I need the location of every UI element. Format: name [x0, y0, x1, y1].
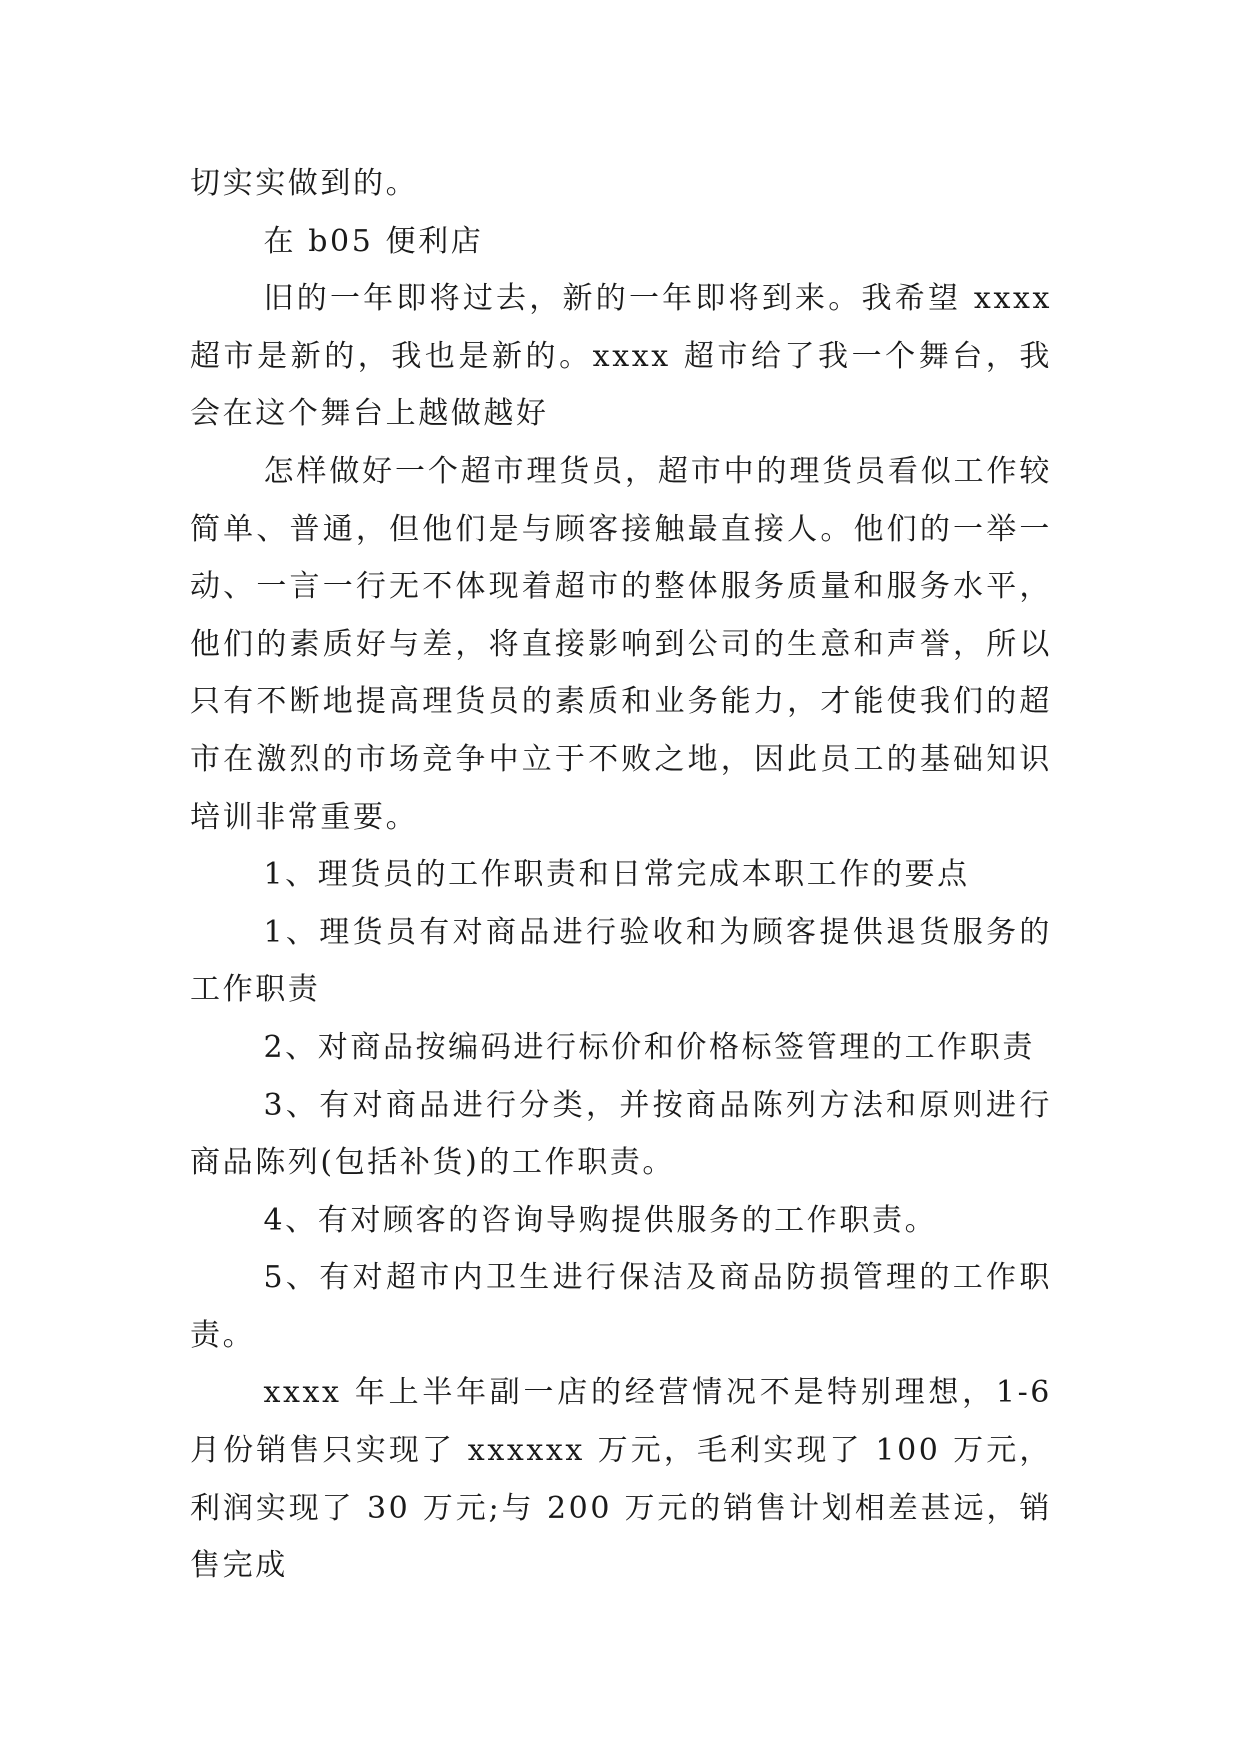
paragraph-store-name: 在 b05 便利店 [263, 223, 484, 259]
paragraph-duty-2: 2、对商品按编码进行标价和价格标签管理的工作职责 [263, 1029, 1035, 1065]
paragraph-duty-5: 5、有对超市内卫生进行保洁及商品防损管理的工作职责。 [190, 1260, 1052, 1353]
paragraph-duty-3: 3、有对商品进行分类，并按商品陈列方法和原则进行商品陈列(包括补货)的工作职责。 [190, 1087, 1052, 1181]
document-body [190, 155, 1052, 1595]
paragraph-continuation: 切实实做到的。 [190, 166, 419, 201]
paragraph-duty-4: 4、有对顾客的咨询导购提供服务的工作职责。 [263, 1202, 938, 1238]
paragraph-section-heading: 1、理货员的工作职责和日常完成本职工作的要点 [263, 857, 970, 893]
paragraph-sales-report: xxxx 年上半年副一店的经营情况不是特别理想，1-6 月份销售只实现了 xxxxxx 万元，毛利实现了 100 万元，利润实现了 30 万元;与 200 万元的销售计划相差甚远，销售完成 [190, 1375, 1052, 1584]
paragraph-stocker-intro: 怎样做好一个超市理货员，超市中的理货员看似工作较简单、普通，但他们是与顾客接触最直接人。他们的一举一动、一言一行无不体现着超市的整体服务质量和服务水平，他们的素质好与差，将直接影响到公司的生意和声誉，所以只有不断地提高理货员的素质和业务能力，才能使我们的超市在激烈的市场竞争中立于不败之地，因此员工的基础知识培训非常重要。 [190, 453, 1052, 835]
paragraph-duty-1: 1、理货员有对商品进行验收和为顾客提供退货服务的工作职责 [190, 914, 1052, 1008]
paragraph-new-year: 旧的一年即将过去，新的一年即将到来。我希望 xxxx 超市是新的，我也是新的。xxxx 超市给了我一个舞台，我会在这个舞台上越做越好 [190, 281, 1052, 432]
